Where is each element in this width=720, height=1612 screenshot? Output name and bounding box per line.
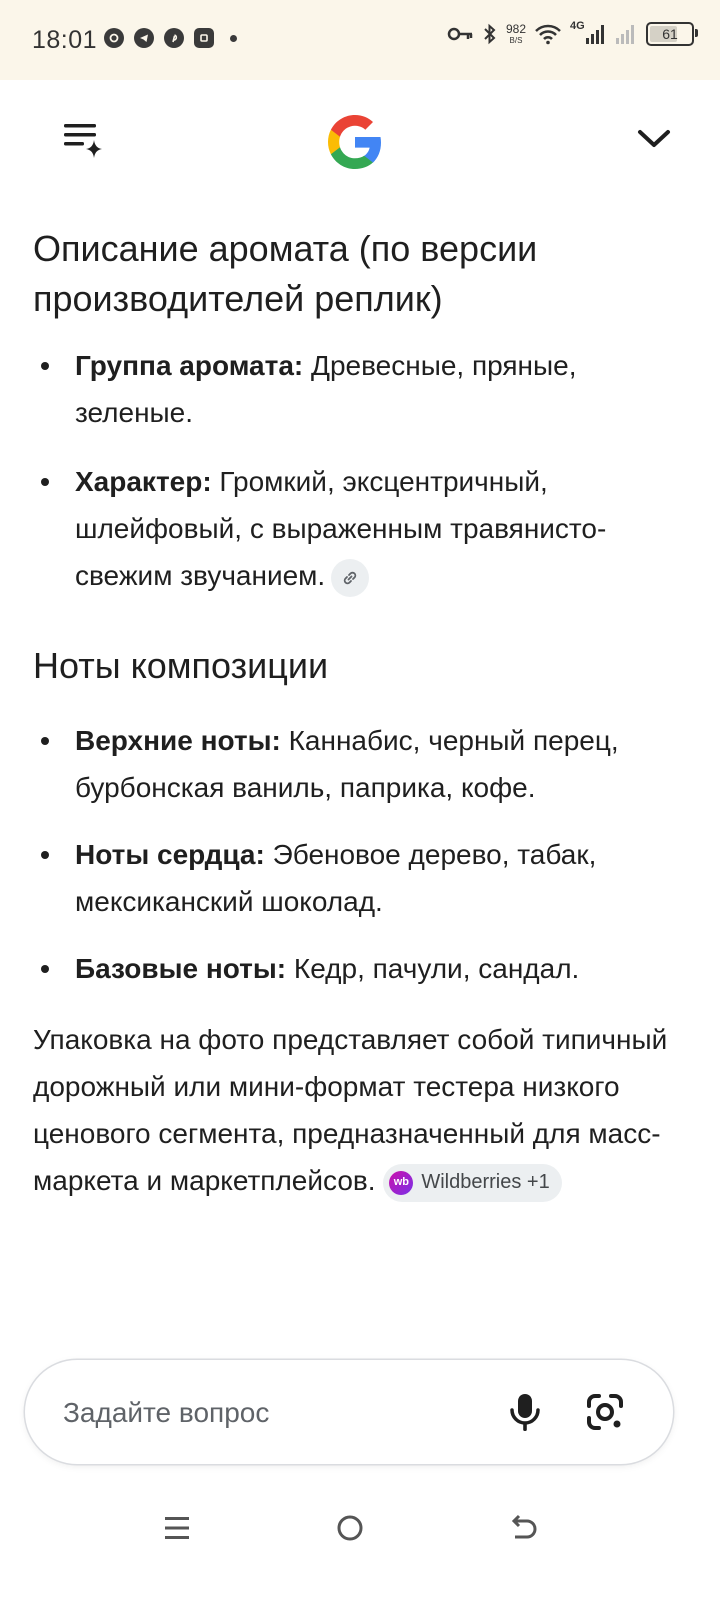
list-item-label: Характер: bbox=[75, 466, 212, 497]
app-notification-icon bbox=[194, 28, 214, 48]
source-chip[interactable] bbox=[383, 1164, 561, 1202]
list-item-label: Верхние ноты: bbox=[75, 725, 281, 756]
home-icon[interactable] bbox=[330, 1508, 370, 1548]
section-title-aroma: Описание аромата (по версии производителей реплик) bbox=[33, 228, 538, 319]
recent-apps-icon[interactable] bbox=[157, 1508, 197, 1548]
notes-list bbox=[33, 717, 683, 992]
list-item-text: Эбеновое дерево, табак, мексиканский шоколад. bbox=[75, 839, 597, 917]
list-item bbox=[33, 458, 683, 599]
notification-icons bbox=[104, 28, 237, 48]
network-speed bbox=[506, 23, 526, 45]
cellular-signal-2-icon bbox=[614, 22, 638, 46]
battery-level: 61 bbox=[662, 26, 678, 42]
source-link-button[interactable] bbox=[331, 559, 369, 597]
more-notifications-dot-icon bbox=[230, 35, 237, 42]
list-item bbox=[33, 831, 683, 925]
list-item-label: Группа аромата: bbox=[75, 350, 304, 381]
system-nav-bar bbox=[0, 1490, 720, 1570]
status-time: 18:01 bbox=[32, 26, 98, 54]
list-item bbox=[33, 945, 683, 992]
section-title-notes: Ноты композиции bbox=[33, 645, 329, 686]
bluetooth-icon bbox=[482, 22, 498, 46]
app-header bbox=[0, 80, 720, 200]
vpn-key-icon bbox=[446, 24, 474, 44]
wildberries-icon: wb bbox=[389, 1171, 413, 1195]
microphone-icon[interactable] bbox=[505, 1390, 545, 1434]
network-type: 4G bbox=[570, 20, 585, 32]
paragraph-text: Упаковка на фото представляет собой типичный дорожный или мини-формат тестера низкого ценового сегмента, предназначенный для масс-маркета и маркетплейсов. bbox=[33, 1024, 668, 1196]
messenger-notification-icon bbox=[104, 28, 124, 48]
list-item-text: Громкий, эксцентричный, шлейфовый, с выраженным травянисто-свежим звучанием. bbox=[75, 466, 607, 591]
list-item bbox=[33, 342, 683, 436]
list-item-text: Древесные, пряные, зеленые. bbox=[75, 350, 577, 428]
packaging-paragraph bbox=[33, 1016, 683, 1204]
battery-icon bbox=[646, 22, 694, 46]
google-lens-icon[interactable] bbox=[583, 1390, 627, 1434]
system-status-icons bbox=[446, 22, 694, 46]
aroma-list bbox=[33, 342, 683, 599]
network-speed-value: 982 bbox=[505, 22, 526, 36]
network-speed-unit: B/S bbox=[509, 36, 523, 45]
pinterest-notification-icon bbox=[164, 28, 184, 48]
google-g-logo bbox=[323, 110, 387, 174]
answer-content bbox=[33, 222, 683, 1204]
list-item-text: Каннабис, черный перец, бурбонская ваниль, паприка, кофе. bbox=[75, 725, 619, 803]
cellular-signal-icon bbox=[570, 22, 606, 46]
telegram-notification-icon bbox=[134, 28, 154, 48]
menu-sparkle-icon[interactable] bbox=[58, 118, 108, 164]
list-item-text: Кедр, пачули, сандал. bbox=[286, 953, 580, 984]
list-item-label: Базовые ноты: bbox=[75, 953, 287, 984]
link-icon bbox=[340, 568, 360, 588]
list-item bbox=[33, 717, 683, 811]
source-chip-label: Wildberries +1 bbox=[421, 1171, 550, 1194]
wifi-icon bbox=[534, 23, 562, 45]
ask-bar bbox=[25, 1360, 673, 1464]
ask-input[interactable] bbox=[61, 1394, 445, 1432]
back-icon[interactable] bbox=[503, 1508, 543, 1548]
status-bar bbox=[0, 0, 720, 80]
list-item-label: Ноты сердца: bbox=[75, 839, 265, 870]
chevron-down-icon[interactable] bbox=[634, 124, 674, 154]
